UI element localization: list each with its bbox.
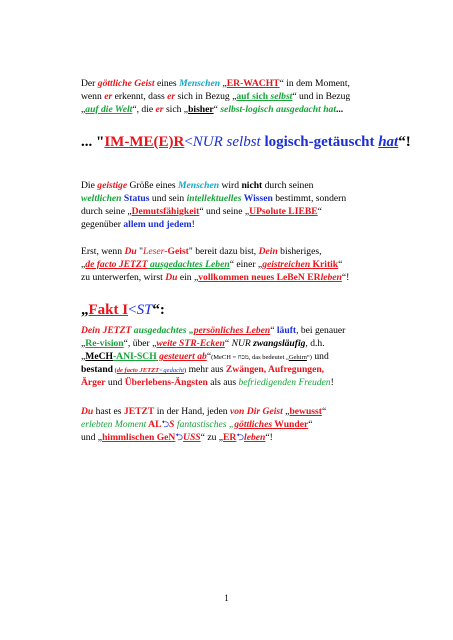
paragraph-2-line-3: durch seine „Demutsfähigkeit“ und seine „UPsolute LIEBE“ [81,206,322,217]
paragraph-3-line-3: zu unterwerfen, wirst Du ein „vollkommen neues LeBeN ERleben“! [81,272,350,283]
heading-fakt-ist: „Fakt I<ST“: [81,302,165,318]
paragraph-2-line-4: gegenüber allem und jedem! [81,219,195,230]
paragraph-2-line-1: Die geistige Größe eines Menschen wird nicht durch seinen [81,180,314,191]
paragraph-5-line-3: und „himmlischen GeN⮌USS“ zu „ER⮌leben“! [81,432,273,443]
paragraph-4-line-5: Ärger und Überlebens-Ängsten als aus befriedigenden Freuden! [81,377,334,388]
return-arrow-icon: ⮌ [236,432,245,443]
paragraph-5-line-1: Du hast es JETZT in der Hand, jeden von Dir Geist „bewusst“ [81,406,327,417]
return-arrow-icon: ⮌ [175,432,184,443]
paragraph-4-line-1: Dein JETZT ausgedachtes „persönliches Leben“ läuft, bei genauer [81,325,346,336]
page-number: 1 [224,593,229,603]
paragraph-4-line-4: bestand (de facto JETZT<gedacht) mehr aus Zwängen, Aufregungen, [81,364,325,375]
heading-im-meer: ... "IM-ME(E)R<NUR selbst logisch-getäuscht hat“! [81,134,411,150]
paragraph-1-line-1: Der göttliche Geist eines Menschen „ER-WACHT“ in dem Moment, [81,78,350,89]
paragraph-2-line-2: weltlichen Status und sein intellektuelles Wissen bestimmt, sondern [81,193,347,204]
paragraph-5-line-2: erlebten Moment AL⮌S fantastisches „göttliches Wunder“ [81,419,313,430]
paragraph-4-line-3: „MeCH-ANI-SCH gesteuert ab“(MeCH = מכח, das bedeutet „Gehirn“) und [81,351,329,362]
paragraph-3-line-2: „de facto JETZT ausgedachtes Leben“ einer „geistreichen Kritik“ [81,259,343,270]
return-arrow-icon: ⮌ [161,419,170,430]
paragraph-1-line-3: „auf die Welt“, die er sich „bisher“ selbst-logisch ausgedacht hat... [81,104,344,115]
paragraph-3-line-1: Erst, wenn Du "Leser-Geist" bereit dazu bist, Dein bisheriges, [81,246,322,257]
paragraph-4-line-2: „Re-vision“, über „weite STR-Ecken“ NUR zwangsläufig, d.h. [81,338,325,349]
paragraph-1-line-2: wenn er erkennt, dass er sich in Bezug „auf sich selbst“ und in Bezug [81,91,351,102]
